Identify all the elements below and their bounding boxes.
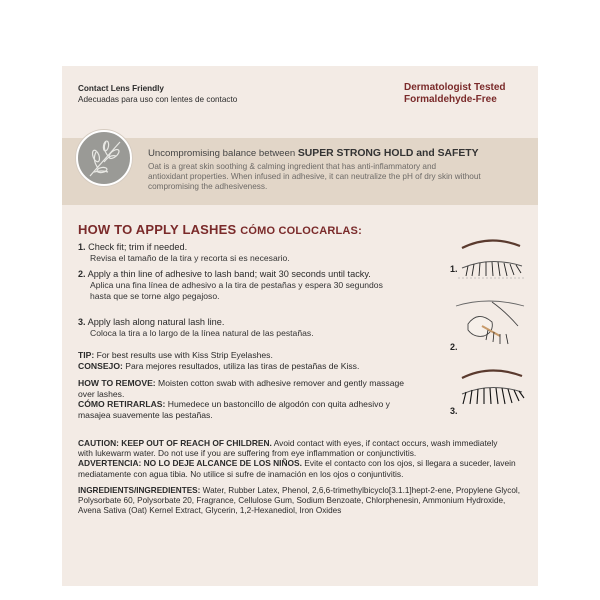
advertencia-text-2: mediatamente con agua tibia. No utilice si sufre de inamación en los ojos o conjuntivitis. xyxy=(78,468,404,479)
advertencia-text-1: Evite el contacto con los ojos, si llegara a suceder, lavein xyxy=(301,458,516,469)
remove-label-es: CÓMO RETIRARLAS: xyxy=(78,399,166,409)
step-3-number: 3. xyxy=(78,317,86,327)
oat-desc-line-3: compromising the adhesiveness. xyxy=(148,182,268,191)
formaldehyde-line: Formaldehyde-Free xyxy=(404,94,497,105)
step-3-text: Apply lash along natural lash line. xyxy=(87,317,225,327)
eye-illustrations xyxy=(448,226,528,426)
figure-label-2: 2. xyxy=(450,342,458,352)
figure-label-3: 3. xyxy=(450,406,458,416)
ingredients-label: INGREDIENTS/INGREDIENTES: xyxy=(78,486,201,495)
how-to-apply-en: HOW TO APPLY LASHES xyxy=(78,222,237,237)
step-3-text-es: Coloca la tira a lo largo de la línea natural de las pestañas. xyxy=(90,328,314,338)
remove-label: HOW TO REMOVE: xyxy=(78,378,156,388)
step-2 xyxy=(78,269,458,301)
illustration-column xyxy=(448,226,528,426)
step-1-text-es: Revisa el tamaño de la tira y recorta si es necesario. xyxy=(90,253,290,263)
oat-title-prefix: Uncompromising balance between xyxy=(148,148,298,159)
caution-label: CAUTION: KEEP OUT OF REACH OF CHILDREN. xyxy=(78,438,272,448)
how-to-apply-es: CÓMO COLOCARLAS: xyxy=(240,225,362,237)
eye-figure-1 xyxy=(458,240,524,278)
eye-figure-2 xyxy=(456,301,524,344)
step-2-number: 2. xyxy=(78,269,86,279)
oat-desc-line-1: Oat is a great skin soothing & calming ingredient that has anti-inflammatory and xyxy=(148,162,437,171)
figure-label-1: 1. xyxy=(450,264,458,274)
caution-text-1: Avoid contact with eyes, if contact occurs, wash immediately xyxy=(271,438,498,448)
step-2-text: Apply a thin line of adhesive to lash band; wait 30 seconds until tacky. xyxy=(87,269,371,279)
eye-figure-3 xyxy=(462,370,524,404)
how-to-apply-heading xyxy=(78,222,362,237)
contact-lens-label-es: Adecuadas para uso con lentes de contacto xyxy=(78,95,238,104)
step-1-text: Check fit; trim if needed. xyxy=(88,242,188,252)
ingredients-line-1: Water, Rubber Latex, Phenol, 2,6,6-trimethylbicyclo[3.1.1]hept-2-ene, Propylene Glycol, xyxy=(200,486,521,495)
oat-leaf-icon xyxy=(76,130,132,186)
tip-block xyxy=(78,350,408,371)
step-2-text-es-1: Aplica una fina línea de adhesivo a la tira de pestañas y espera 30 segundos xyxy=(90,280,383,290)
package-back-panel xyxy=(62,66,538,586)
step-2-text-es-2: hasta que se torne algo pegajoso. xyxy=(90,290,220,301)
remove-text-es-1: Humedece un bastoncillo de algodón con quita adhesivo y xyxy=(165,399,390,409)
ingredients-line-3: Avena Sativa (Oat) Kernel Extract, Glycerin, 1,2-Hexanediol, Iron Oxides xyxy=(78,506,342,515)
consejo-text: Para mejores resultados, utiliza las tiras de pestañas de Kiss. xyxy=(122,360,360,371)
oat-title-bold: SUPER STRONG HOLD and SAFETY xyxy=(297,148,479,159)
dermatologist-badge xyxy=(404,82,524,106)
oat-desc-line-2: antioxidant properties. When infused in adhesive, it can neutralize the pH of dry skin without xyxy=(148,172,481,181)
contact-lens-label: Contact Lens Friendly xyxy=(78,84,164,93)
remove-text-es-2: masajea suavemente las pestañas. xyxy=(78,409,213,420)
step-1 xyxy=(78,242,438,264)
caution-block xyxy=(78,438,528,479)
remove-text-1: Moisten cotton swab with adhesive remover and gently massage xyxy=(155,378,405,388)
oat-description xyxy=(148,162,528,192)
advertencia-label: ADVERTENCIA: NO LO DEJE ALCANCE DE LOS NIÑOS. xyxy=(78,458,302,469)
ingredients-line-2: Polysorbate 60, Polysorbate 20, Fragrance, Cellulose Gum, Sodium Benzoate, Chlorphenesin, Ammonium Hydroxide, xyxy=(78,496,506,505)
tip-text: For best results use with Kiss Strip Eyelashes. xyxy=(94,350,273,360)
consejo-label: CONSEJO: xyxy=(78,360,123,371)
remove-text-2: over lashes. xyxy=(78,388,125,399)
tip-label: TIP: xyxy=(78,350,95,360)
caution-text-2: with lukewarm water. Do not use if you are suffering from eye inflammation or conjunctivitis. xyxy=(78,448,417,459)
remove-block xyxy=(78,378,438,420)
step-3 xyxy=(78,317,438,339)
ingredients-block xyxy=(78,486,530,516)
oat-title xyxy=(148,148,479,160)
step-1-number: 1. xyxy=(78,242,86,252)
dermatologist-line: Dermatologist Tested xyxy=(404,82,506,93)
